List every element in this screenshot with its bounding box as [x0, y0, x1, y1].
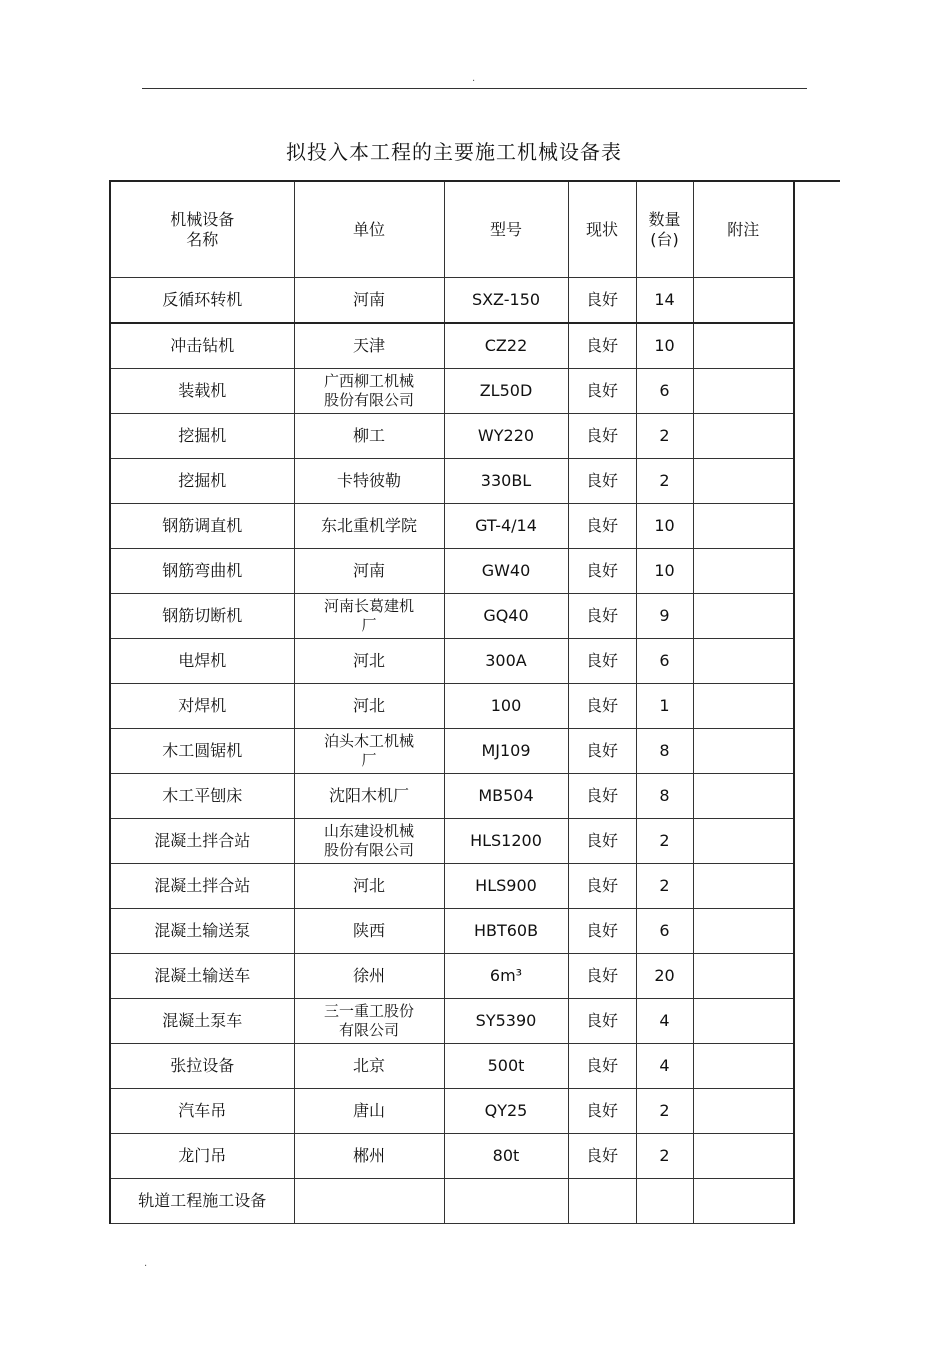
cell-quantity-text: 6 [659, 381, 670, 400]
cell-unit-text: 广西柳工机械 股份有限公司 [323, 372, 414, 409]
cell-model-text: 500t [487, 1056, 525, 1075]
table-row [110, 1134, 794, 1179]
equipment-table-body [110, 181, 794, 1224]
table-cell-quantity [636, 999, 693, 1044]
table-cell-remarks [693, 1134, 794, 1179]
header-status-text: 现状 [585, 219, 618, 239]
table-cell-model [444, 864, 568, 909]
table-cell-model [444, 684, 568, 729]
cell-name-text: 木工平刨床 [162, 786, 243, 805]
cell-quantity-text: 4 [659, 1056, 670, 1075]
cell-quantity-text: 2 [659, 471, 670, 490]
table-cell-unit [294, 819, 444, 864]
table-cell-unit [294, 1179, 444, 1224]
cell-quantity-text: 2 [659, 831, 670, 850]
table-cell-status [568, 1089, 636, 1134]
cell-status-text: 良好 [585, 876, 618, 895]
cell-quantity-text: 2 [659, 876, 670, 895]
cell-status-text: 良好 [585, 741, 618, 760]
table-cell-quantity [636, 684, 693, 729]
header-cell-model [444, 181, 568, 278]
table-cell-quantity [636, 1044, 693, 1089]
table-cell-model [444, 639, 568, 684]
cell-name-text: 张拉设备 [170, 1056, 235, 1075]
cell-unit-text: 沈阳木机厂 [328, 786, 409, 805]
table-cell-name [110, 684, 294, 729]
table-cell-status [568, 729, 636, 774]
cell-model-text: HBT60B [473, 921, 539, 940]
header-name-text: 机械设备 名称 [170, 209, 235, 249]
cell-unit-text: 山东建设机械 股份有限公司 [323, 822, 414, 859]
cell-model-text: WY220 [477, 426, 535, 445]
table-cell-remarks [693, 504, 794, 549]
table-cell-model [444, 459, 568, 504]
table-cell-remarks [693, 729, 794, 774]
footer-mark: . [144, 1258, 148, 1269]
cell-model-text: QY25 [484, 1101, 528, 1120]
page-title: 拟投入本工程的主要施工机械设备表 [286, 140, 622, 164]
table-cell-remarks [693, 549, 794, 594]
table-row [110, 729, 794, 774]
cell-name-text: 汽车吊 [178, 1101, 227, 1120]
table-cell-status [568, 1134, 636, 1179]
cell-quantity-text: 2 [659, 426, 670, 445]
cell-name-text: 木工圆锯机 [162, 741, 243, 760]
cell-quantity-text: 8 [659, 786, 670, 805]
cell-quantity-text: 9 [659, 606, 670, 625]
header-cell-name [110, 181, 294, 278]
table-cell-name [110, 414, 294, 459]
table-cell-unit [294, 954, 444, 999]
cell-model-text: 100 [490, 696, 522, 715]
table-cell-name [110, 999, 294, 1044]
cell-unit-text: 徐州 [352, 966, 385, 985]
cell-quantity-text: 2 [659, 1101, 670, 1120]
table-cell-quantity [636, 1134, 693, 1179]
table-cell-name [110, 774, 294, 819]
cell-name-text: 装载机 [178, 381, 227, 400]
cell-name-text: 混凝土输送泵 [154, 921, 251, 940]
cell-name-text: 挖掘机 [178, 471, 227, 490]
table-cell-unit [294, 729, 444, 774]
cell-quantity-text: 8 [659, 741, 670, 760]
table-cell-status [568, 323, 636, 369]
cell-model-text: 330BL [480, 471, 532, 490]
table-cell-unit [294, 594, 444, 639]
table-cell-name [110, 549, 294, 594]
table-cell-model [444, 278, 568, 324]
table-cell-name [110, 323, 294, 369]
cell-status-text: 良好 [585, 651, 618, 670]
table-row [110, 684, 794, 729]
table-cell-status [568, 549, 636, 594]
table-row [110, 369, 794, 414]
cell-status-text: 良好 [585, 831, 618, 850]
table-cell-quantity [636, 954, 693, 999]
table-cell-quantity [636, 864, 693, 909]
table-cell-status [568, 864, 636, 909]
cell-name-text: 混凝土泵车 [162, 1011, 243, 1030]
cell-status-text: 良好 [585, 1146, 618, 1165]
cell-name-text: 钢筋弯曲机 [162, 561, 243, 580]
cell-model-text: GQ40 [483, 606, 529, 625]
table-cell-unit [294, 369, 444, 414]
cell-status-text: 良好 [585, 381, 618, 400]
table-cell-status [568, 684, 636, 729]
table-cell-unit [294, 999, 444, 1044]
table-cell-status [568, 909, 636, 954]
table-cell-quantity [636, 414, 693, 459]
table-cell-status [568, 414, 636, 459]
table-cell-remarks [693, 414, 794, 459]
cell-unit-text: 河南长葛建机 厂 [323, 597, 414, 634]
cell-name-text: 钢筋切断机 [162, 606, 243, 625]
cell-unit-text: 北京 [352, 1056, 385, 1075]
table-cell-model [444, 1044, 568, 1089]
table-cell-model [444, 729, 568, 774]
table-cell-model [444, 549, 568, 594]
table-cell-quantity [636, 1089, 693, 1134]
cell-name-text: 反循环转机 [162, 290, 243, 309]
table-cell-quantity [636, 1179, 693, 1224]
cell-unit-text: 河南 [352, 290, 385, 309]
table-cell-quantity [636, 909, 693, 954]
table-cell-name [110, 1089, 294, 1134]
cell-status-text: 良好 [585, 696, 618, 715]
table-top-border-extension [792, 180, 840, 182]
table-cell-unit [294, 414, 444, 459]
table-cell-remarks [693, 1089, 794, 1134]
table-cell-quantity [636, 504, 693, 549]
table-cell-status [568, 369, 636, 414]
table-cell-model [444, 954, 568, 999]
cell-name-text: 轨道工程施工设备 [138, 1191, 267, 1210]
table-row [110, 594, 794, 639]
cell-unit-text: 河北 [352, 876, 385, 895]
cell-name-text: 冲击钻机 [170, 336, 235, 355]
header-cell-unit [294, 181, 444, 278]
table-cell-remarks [693, 594, 794, 639]
cell-quantity-text: 4 [659, 1011, 670, 1030]
cell-name-text: 混凝土拌合站 [154, 876, 251, 895]
table-cell-name [110, 864, 294, 909]
table-cell-model [444, 414, 568, 459]
table-row [110, 999, 794, 1044]
cell-status-text: 良好 [585, 921, 618, 940]
header-model-text: 型号 [489, 219, 522, 239]
header-remarks-text: 附注 [727, 219, 760, 239]
table-cell-unit [294, 1044, 444, 1089]
cell-model-text: ZL50D [479, 381, 533, 400]
table-cell-name [110, 819, 294, 864]
table-cell-name [110, 594, 294, 639]
cell-unit-text: 郴州 [352, 1146, 385, 1165]
table-cell-model [444, 1089, 568, 1134]
cell-status-text: 良好 [585, 1011, 618, 1030]
table-cell-name [110, 729, 294, 774]
equipment-table [109, 180, 795, 1224]
table-cell-unit [294, 864, 444, 909]
table-row [110, 864, 794, 909]
table-cell-unit [294, 684, 444, 729]
table-cell-name [110, 369, 294, 414]
cell-unit-text: 河北 [352, 651, 385, 670]
table-cell-name [110, 1179, 294, 1224]
table-cell-status [568, 1179, 636, 1224]
table-cell-status [568, 1044, 636, 1089]
cell-unit-text: 三一重工股份 有限公司 [323, 1002, 414, 1039]
header-rule [142, 88, 807, 89]
table-cell-status [568, 459, 636, 504]
cell-model-text: SY5390 [475, 1011, 537, 1030]
table-cell-remarks [693, 774, 794, 819]
table-cell-quantity [636, 729, 693, 774]
table-cell-status [568, 999, 636, 1044]
cell-model-text: 6m³ [489, 966, 523, 985]
table-header-row [110, 181, 794, 278]
cell-status-text: 良好 [585, 1056, 618, 1075]
table-cell-remarks [693, 369, 794, 414]
cell-quantity-text: 20 [654, 966, 675, 985]
cell-unit-text: 河北 [352, 696, 385, 715]
cell-model-text: MJ109 [481, 741, 531, 760]
cell-name-text: 龙门吊 [178, 1146, 227, 1165]
table-row [110, 639, 794, 684]
table-cell-status [568, 504, 636, 549]
cell-model-text: MB504 [478, 786, 534, 805]
cell-status-text: 良好 [585, 966, 618, 985]
header-cell-remarks [693, 181, 794, 278]
table-cell-remarks [693, 323, 794, 369]
table-cell-quantity [636, 369, 693, 414]
table-cell-status [568, 639, 636, 684]
header-cell-quantity [636, 181, 693, 278]
cell-model-text: GT-4/14 [475, 516, 537, 535]
table-cell-status [568, 774, 636, 819]
table-cell-name [110, 459, 294, 504]
table-cell-unit [294, 909, 444, 954]
cell-quantity-text: 6 [659, 921, 670, 940]
cell-unit-text: 卡特彼勒 [336, 471, 401, 490]
table-row [110, 774, 794, 819]
table-cell-unit [294, 774, 444, 819]
cell-unit-text: 柳工 [352, 426, 385, 445]
header-mark: . [472, 73, 476, 84]
table-row [110, 954, 794, 999]
table-row [110, 504, 794, 549]
table-cell-unit [294, 1134, 444, 1179]
cell-quantity-text: 1 [659, 696, 670, 715]
table-cell-quantity [636, 278, 693, 324]
table-row [110, 1044, 794, 1089]
table-cell-unit [294, 459, 444, 504]
table-cell-model [444, 819, 568, 864]
table-cell-unit [294, 323, 444, 369]
cell-model-text: HLS900 [475, 876, 537, 895]
table-cell-name [110, 504, 294, 549]
table-cell-remarks [693, 459, 794, 504]
cell-unit-text: 东北重机学院 [320, 516, 417, 535]
table-row [110, 909, 794, 954]
table-cell-model [444, 909, 568, 954]
table-cell-status [568, 594, 636, 639]
cell-name-text: 钢筋调直机 [162, 516, 243, 535]
table-cell-remarks [693, 864, 794, 909]
table-cell-name [110, 954, 294, 999]
cell-quantity-text: 14 [654, 290, 675, 309]
cell-name-text: 混凝土输送车 [154, 966, 251, 985]
table-cell-model [444, 504, 568, 549]
cell-model-text: 300A [485, 651, 527, 670]
header-cell-status [568, 181, 636, 278]
table-cell-model [444, 594, 568, 639]
table-cell-remarks [693, 999, 794, 1044]
header-unit-text: 单位 [352, 219, 385, 239]
table-cell-model [444, 999, 568, 1044]
table-cell-quantity [636, 594, 693, 639]
cell-status-text: 良好 [585, 426, 618, 445]
table-row [110, 1089, 794, 1134]
table-cell-model [444, 774, 568, 819]
table-row [110, 323, 794, 369]
table-cell-unit [294, 1089, 444, 1134]
table-cell-unit [294, 504, 444, 549]
table-cell-status [568, 278, 636, 324]
cell-status-text: 良好 [585, 561, 618, 580]
table-cell-remarks [693, 639, 794, 684]
cell-status-text: 良好 [585, 606, 618, 625]
cell-status-text: 良好 [585, 471, 618, 490]
table-cell-remarks [693, 909, 794, 954]
table-cell-quantity [636, 323, 693, 369]
table-cell-quantity [636, 459, 693, 504]
table-cell-remarks [693, 819, 794, 864]
cell-quantity-text: 6 [659, 651, 670, 670]
cell-name-text: 挖掘机 [178, 426, 227, 445]
table-cell-status [568, 819, 636, 864]
header-quantity-text: 数量 (台) [648, 209, 681, 249]
cell-status-text: 良好 [585, 516, 618, 535]
cell-unit-text: 河南 [352, 561, 385, 580]
table-row [110, 414, 794, 459]
cell-model-text: CZ22 [484, 336, 528, 355]
cell-status-text: 良好 [585, 1101, 618, 1120]
cell-quantity-text: 2 [659, 1146, 670, 1165]
table-cell-model [444, 323, 568, 369]
cell-status-text: 良好 [585, 786, 618, 805]
cell-status-text: 良好 [585, 336, 618, 355]
cell-model-text: HLS1200 [470, 831, 542, 850]
cell-unit-text: 唐山 [352, 1101, 385, 1120]
table-cell-model [444, 369, 568, 414]
cell-unit-text: 陕西 [352, 921, 385, 940]
table-cell-name [110, 639, 294, 684]
table-cell-model [444, 1134, 568, 1179]
cell-model-text: GW40 [481, 561, 531, 580]
cell-unit-text: 天津 [352, 336, 385, 355]
table-cell-quantity [636, 549, 693, 594]
table-cell-unit [294, 278, 444, 324]
table-cell-remarks [693, 278, 794, 324]
cell-status-text: 良好 [585, 290, 618, 309]
table-row [110, 549, 794, 594]
table-cell-name [110, 278, 294, 324]
cell-name-text: 对焊机 [178, 696, 227, 715]
table-cell-quantity [636, 819, 693, 864]
cell-quantity-text: 10 [654, 336, 675, 355]
table-cell-remarks [693, 954, 794, 999]
cell-quantity-text: 10 [654, 561, 675, 580]
cell-name-text: 混凝土拌合站 [154, 831, 251, 850]
table-row [110, 1179, 794, 1224]
table-row [110, 459, 794, 504]
table-cell-model [444, 1179, 568, 1224]
cell-name-text: 电焊机 [178, 651, 227, 670]
table-cell-unit [294, 639, 444, 684]
cell-quantity-text: 10 [654, 516, 675, 535]
table-cell-remarks [693, 1044, 794, 1089]
table-cell-remarks [693, 1179, 794, 1224]
cell-unit-text: 泊头木工机械 厂 [323, 732, 414, 769]
table-cell-name [110, 1044, 294, 1089]
table-cell-quantity [636, 774, 693, 819]
table-cell-name [110, 1134, 294, 1179]
table-row [110, 819, 794, 864]
cell-model-text: 80t [492, 1146, 520, 1165]
table-cell-unit [294, 549, 444, 594]
table-cell-remarks [693, 684, 794, 729]
table-cell-status [568, 954, 636, 999]
table-cell-name [110, 909, 294, 954]
table-cell-quantity [636, 639, 693, 684]
cell-model-text: SXZ-150 [471, 290, 541, 309]
table-row [110, 278, 794, 324]
